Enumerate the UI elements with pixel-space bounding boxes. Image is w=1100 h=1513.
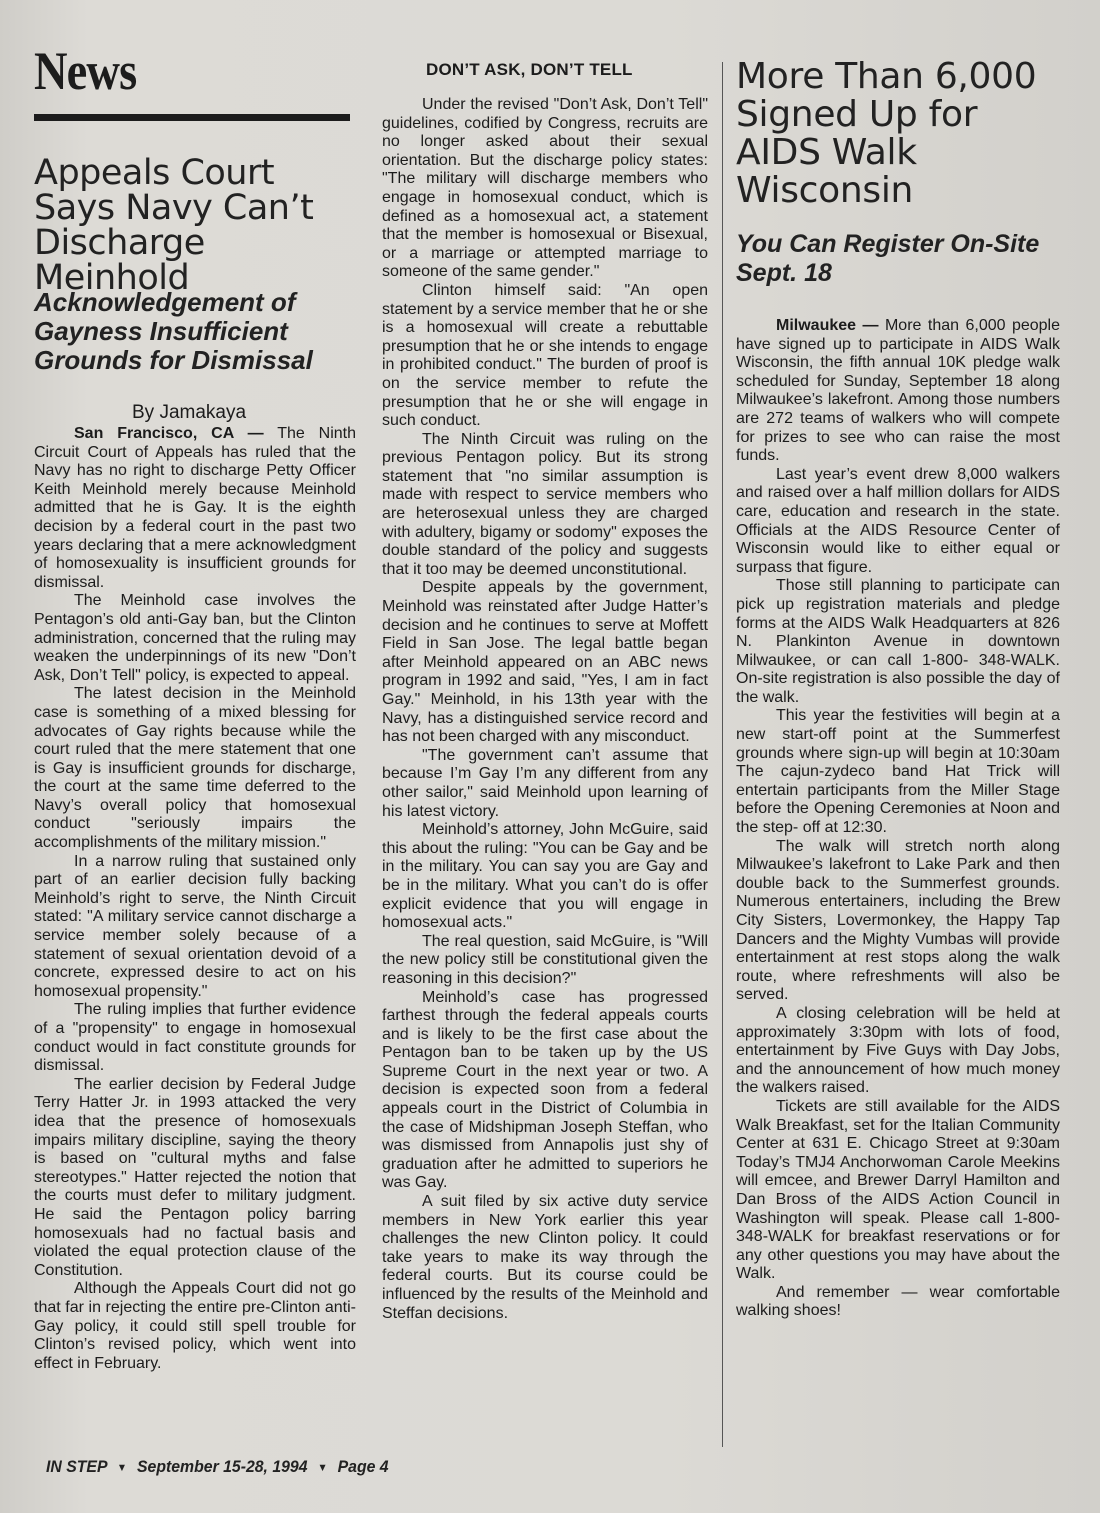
paragraph: Meinhold’s case has progressed farthest through the federal appeals courts and is likely to be the first case about the Pentagon ban to be taken up by the US Supreme Court in the next year or two. A decision is expected soon from a federal appeals court in the District of Columbia in the case of Midshipman Joseph Steffan, who was dismissed from Annapolis just shy of graduation after he admitted to superiors he was Gay. [382, 988, 708, 1192]
page-number: Page 4 [337, 1457, 389, 1476]
section-rule [34, 114, 350, 121]
section-label: News [34, 41, 137, 101]
paragraph: A closing celebration will be held at approximately 3:30pm with lots of food, entertainment by Five Guys with Day Jobs, and the announcement of how much money the walkers raised. [736, 1004, 1060, 1097]
paragraph: The earlier decision by Federal Judge Terry Hatter Jr. in 1993 attacked the very idea that the presence of homosexuals impairs military discipline, saying the theory is based on "cultural myths and false stereotypes." Hatter rejected the notion that the courts must defer to military judgment. He said the Pentagon policy barring homosexuals had no factual basis and violated the equal protection clause of the Constitution. [34, 1075, 356, 1279]
dateline: San Francisco, CA — [74, 425, 264, 442]
column-divider-rule [722, 62, 723, 1447]
paragraph: Under the revised "Don’t Ask, Don’t Tell" guidelines, codified by Congress, recruits are no longer asked about their sexual orientation. But the discharge policy states: "The military will discharge members who engage in homosexual conduct, which is defined as a homosexual act, a statement that the member is homosexual or Bisexual, or a marriage or attempted marriage to someone of the same gender." [382, 96, 708, 281]
right-article-body [736, 317, 1060, 1321]
issue-date: September 15-28, 1994 [137, 1457, 308, 1476]
left-article-headline: Appeals Court Says Navy Can’t Discharge Meinhold [34, 153, 314, 298]
paragraph: "The government can’t assume that because I’m Gay I’m any different from any other sailor," said Meinhold upon learning of his latest victory. [382, 746, 708, 820]
paragraph: The latest decision in the Meinhold case is something of a mixed blessing for advocates of Gay rights because while the court ruled that the mere statement that one is Gay is insufficient grounds for discharge, the court at the same time deferred to the Navy’s overall policy that homosexual conduct "seriously impairs the accomplishments of the military mission." [34, 685, 356, 852]
paragraph: This year the festivities will begin at a new start-off point at the Summerfest grounds where sign-up will begin at 10:30am The cajun-zydeco band Hat Trick will entertain participants from the Miller Stage before the Opening Ceremonies at Noon and the step- off at 12:30. [736, 707, 1060, 837]
paragraph: And remember — wear comfortable walking shoes! [736, 1283, 1060, 1320]
paragraph: Last year’s event drew 8,000 walkers and raised over a half million dollars for AIDS care, education and research in the state. Officials at the AIDS Resource Center of Wisconsin would like to either equal or surpass that figure. [736, 465, 1060, 576]
paragraph: San Francisco, CA — The Ninth Circuit Court of Appeals has ruled that the Navy has no right to discharge Petty Officer Keith Meinhold merely because Meinhold admitted that he is Gay. It is the eighth decision by a federal court in the past two years declaring that a mere acknowledgment of homosexuality is insufficient grounds for dismissal. [34, 425, 357, 591]
paragraph: Milwaukee — More than 6,000 people have signed up to participate in AIDS Walk Wisconsin, the fifth annual 10K pledge walk scheduled for Sunday, September 18 along Milwaukee’s lakefront. Among those numbers are 272 teams of walkers who will compete for prizes to see who can raise the most funds. [736, 317, 1061, 465]
page-footer [46, 1457, 389, 1477]
paragraph: A suit filed by six active duty service members in New York earlier this year challenges the new Clinton policy. It could take years to make its way through the federal courts. But its course could be influenced by the results of the Meinhold and Steffan decisions. [382, 1193, 708, 1322]
paragraph: Those still planning to participate can pick up registration materials and pledge forms at the AIDS Walk Headquarters at 826 N. Plankinton Avenue in downtown Milwaukee, or can call 1-800- 348-WALK. On-site registration is also possible the day of the walk. [736, 577, 1060, 706]
paragraph: The ruling implies that further evidence of a "propensity" to engage in homosexual conduct would in fact constitute grounds for dismissal. [34, 1001, 356, 1075]
subhead-kicker: DON’T ASK, DON’T TELL [426, 60, 633, 79]
left-article-body [34, 425, 356, 1373]
separator-triangle-icon: ▼ [317, 1462, 328, 1474]
separator-triangle-icon: ▼ [116, 1462, 128, 1474]
right-article-headline: More Than 6,000 Signed Up for AIDS Walk Wisconsin [736, 56, 1037, 211]
byline: By Jamakaya [132, 402, 247, 423]
paragraph: In a narrow ruling that sustained only part of an earlier decision fully backing Meinhold’s right to serve, the Ninth Circuit stated: "A military service cannot discharge a service member solely because of a statement of sexual orientation devoid of a concrete, expressed desire to act on his homosexual propensity." [34, 852, 356, 1000]
paragraph: Although the Appeals Court did not go that far in rejecting the entire pre-Clinton anti-Gay policy, it could still spell trouble for Clinton’s revised policy, which went into effect in February. [34, 1280, 356, 1372]
paragraph: Clinton himself said: "An open statement by a service member that he or she is a homosexual will create a rebuttable presumption that he or she intends to engage in prohibited conduct." The burden of proof is on the service member to refute the presumption that he or she will engage in such conduct. [382, 281, 708, 430]
right-article-deck: You Can Register On-Site Sept. 18 [736, 230, 1040, 287]
publication-name: IN STEP [46, 1457, 107, 1476]
paragraph: The walk will stretch north along Milwaukee’s lakefront to Lake Park and then double back to the Summerfest grounds. Numerous entertainers, including the Brew City Sisters, Lovermonkey, the Happy Tap Dancers and the Mighty Vumbas will provide entertainment at rest stops along the walk route, where refreshments will also be served. [736, 837, 1060, 1004]
paragraph: The real question, said McGuire, is "Will the new policy still be constitutional given the reasoning in this decision?" [382, 932, 708, 987]
middle-article-body [382, 96, 708, 1323]
dateline: Milwaukee — [776, 317, 879, 334]
paragraph: Despite appeals by the government, Meinhold was reinstated after Judge Hatter’s decision and he continues to serve at Moffett Field in San Jose. The legal battle began after Meinhold appeared on an ABC news program in 1992 and said, "Yes, I am in fact Gay." Meinhold, in his 13th year with the Navy, has a distinguished service record and has not been charged with any misconduct. [382, 579, 708, 746]
left-article-deck: Acknowledgement of Gayness Insufficient Grounds for Dismissal [34, 287, 313, 375]
paragraph: Meinhold’s attorney, John McGuire, said this about the ruling: "You can be Gay and be in the military. You can say you are Gay and be in the military. What you can’t do is offer explicit evidence that you will engage in homosexual acts." [382, 821, 708, 932]
paragraph: Tickets are still available for the AIDS Walk Breakfast, set for the Italian Community Center at 631 E. Chicago Street at 9:30am Today’s TMJ4 Anchorwoman Carole Meekins will emcee, and Brewer Darryl Hamilton and Dan Bross of the AIDS Action Council in Washington will speak. Please call 1-800-348-WALK for breakfast reservations or for any other questions you may have about the Walk. [736, 1097, 1060, 1283]
paragraph: The Ninth Circuit was ruling on the previous Pentagon policy. But its strong statement that "no similar assumption is made with respect to service members who are heterosexual unless they are charged with adultery, bigamy or sodomy" exposes the double standard of the policy and suggests that it too may be deemed unconstitutional. [382, 430, 708, 578]
paragraph: The Meinhold case involves the Pentagon’s old anti-Gay ban, but the Clinton administration, concerned that the ruling may weaken the underpinnings of its new "Don’t Ask, Don’t Tell" policy, is expected to appeal. [34, 592, 356, 684]
